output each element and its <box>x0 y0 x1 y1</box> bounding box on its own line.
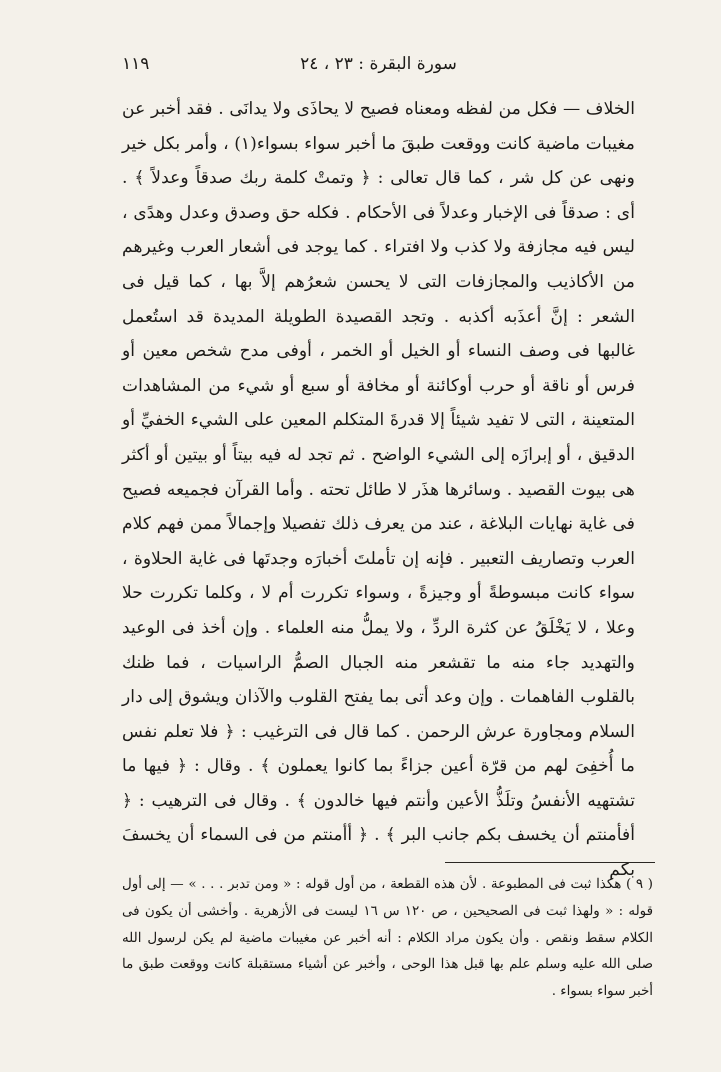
running-header <box>122 54 635 80</box>
main-text <box>122 92 635 888</box>
footnote-text: ( ٩ ) هكذا ثبت فى المطبوعة . لأن هذه القطعة ، من أول قوله : « ومن تدبر . . . » — إلى أول قوله : « ولهذا ثبت فى الصحيحين ، ص ١٢٠ س ١٦ ليست فى الأزهرية . وأخشى أن يكون فى الكلام سقط ونقص . وأن يكون مراد الكلام : أنه أخبر عن مغيبات ماضية لم يكن لرسول الله صلى الله عليه وسلم علم بها قبل هذا الوحى ، وأخبر عن أشياء مستقبلة كانت ووقعت طبق ما أخبر سواء بسواء . <box>122 877 654 1000</box>
main-paragraph: الخلاف — فكل من لفظه ومعناه فصيح لا يحاذَى ولا يدانَى . فقد أخبر عن مغيبات ماضية كانت ووقعت طبقَ ما أخبر سواء بسواء(١) ، وأمر بكل خير ونهى عن كل شر ، كما قال تعالى : ﴿ وتمتْ كلمة ربك صدقاً وعدلاً ﴾ . أى : صدقاً فى الإخبار وعدلاً فى الأحكام . فكله حق وصدق وعدل وهدًى ، ليس فيه مجازفة ولا كذب ولا افتراء . كما يوجد فى أشعار العرب وغيرهم من الأكاذيب والمجازفات التى لا يحسن شعرُهم إلاَّ بها ، كما قيل فى الشعر : إنَّ أعذَبه أكذبه . وتجد القصيدة الطويلة المديدة قد استُعمل غالبها فى وصف النساء أو الخيل أو الخمر ، أوفى مدح شخص معين أو فرس أو ناقة أو حرب أوكائنة أو مخافة أو سبع أو شيء من المشاهدات المتعينة ، التى لا تفيد شيئاً إلا قدرةَ المتكلم المعين على الشيء الخفيِّ أو الدقيق ، أو إبرازَه إلى الشيء الواضح . ثم تجد له فيه بيتاً أو بيتين أو أكثر هى بيوت القصيد . وسائرها هذَر لا طائل تحته . وأما القرآن فجميعه فصيح فى غاية نهايات البلاغة ، عند من يعرف ذلك تفصيلا وإجمالاً ممن فهم كلام العرب وتصاريف التعبير . فإنه إن تأملتَ أخبارَه وجدتَها فى غاية الحلاوة ، سواء كانت مبسوطةً أو وجيزةً ، وسواء تكررت أم لا ، وكلما تكررت حلا وعلا ، لا يَخْلَقُ عن كثرة الردِّ ، ولا يملُّ منه العلماء . وإن أخذ فى الوعيد والتهديد جاء منه ما تقشعر منه الجبال الصمُّ الراسيات ، فما ظنك بالقلوب الفاهمات . وإن وعد أتى بما يفتح القلوب والآذان ويشوق إلى دار السلام ومجاورة عرش الرحمن . كما قال فى الترغيب : ﴿ فلا تعلم نفس ما أُخفِىَ لهم من قرّة أعين جزاءً بما كانوا يعملون ﴾ . وقال : ﴿ فيها ما تشتهيه الأنفسُ وتلَذُّ الأعين وأنتم فيها خالدون ﴾ . وقال فى الترهيب : ﴿ أفأمنتم أن يخسف بكم جانب البر ﴾ . ﴿ أأمنتم من فى السماء أن يخسفَ بكم <box>122 99 635 881</box>
footnote <box>122 872 653 1006</box>
page-number: ١١٩ <box>122 54 150 74</box>
running-title: سورة البقرة : ٢٣ ، ٢٤ <box>300 54 457 74</box>
footnote-divider <box>445 862 655 863</box>
